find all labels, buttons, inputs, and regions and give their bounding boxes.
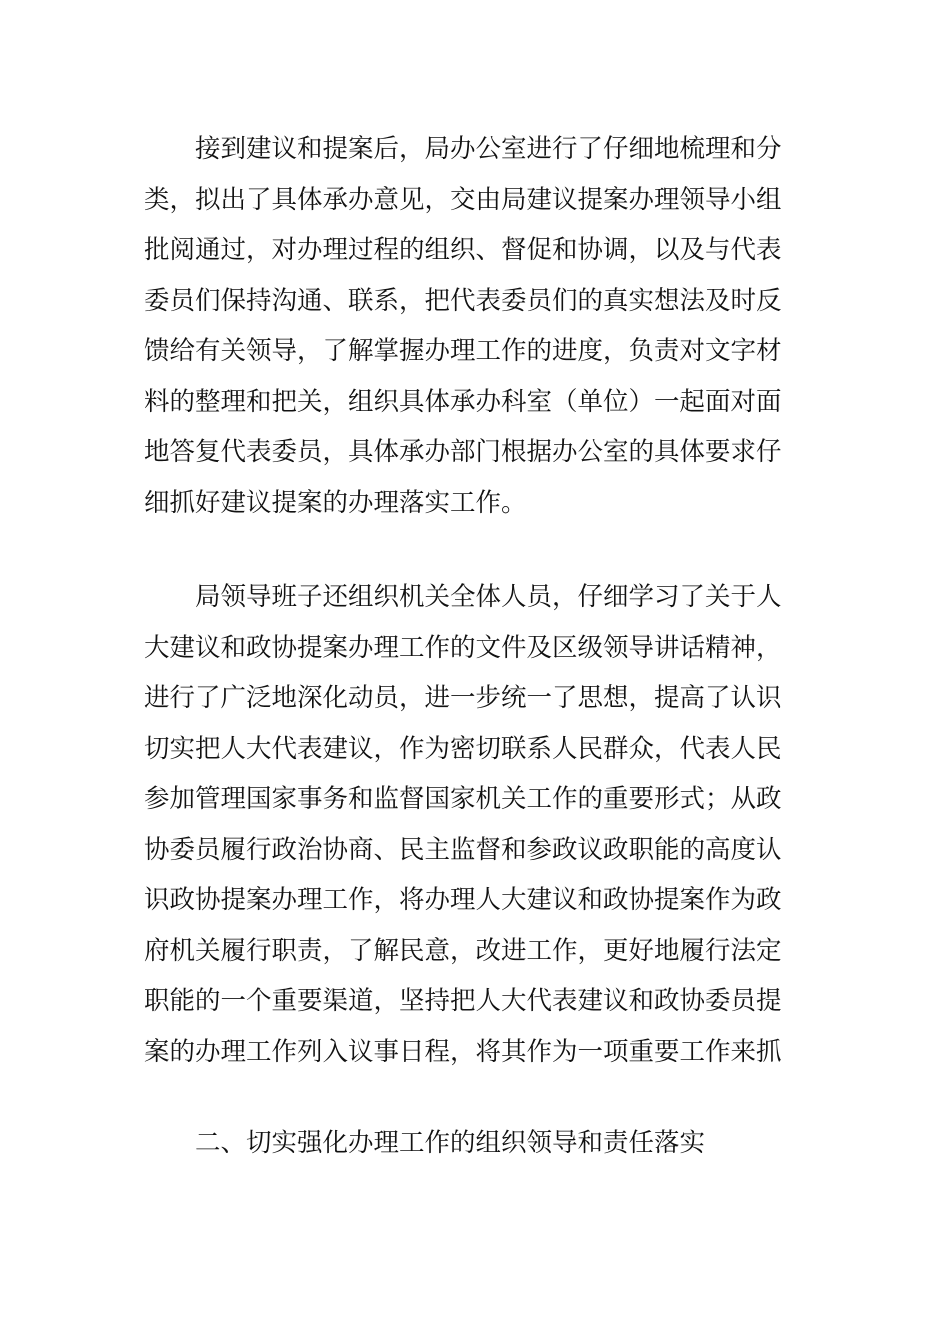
- paragraph-line: 协委员履行政治协商、民主监督和参政议政职能的高度认: [144, 834, 782, 865]
- paragraph-line: 职能的一个重要渠道，坚持把人大代表建议和政协委员提: [144, 986, 782, 1016]
- paragraph-line: 接到建议和提案后，局办公室进行了仔细地梳理和分: [195, 134, 782, 164]
- paragraph-line: 参加管理国家事务和监督国家机关工作的重要形式；从政: [144, 784, 782, 814]
- paragraph-line: 识政协提案办理工作，将办理人大建议和政协提案作为政: [144, 885, 782, 915]
- paragraph-line: 细抓好建议提案的办理落实工作。: [144, 487, 527, 518]
- paragraph-line: 切实把人大代表建议，作为密切联系人民群众，代表人民: [144, 733, 782, 764]
- paragraph-line: 馈给有关领导，了解掌握办理工作的进度，负责对文字材: [144, 336, 782, 366]
- section-heading: [144, 1118, 816, 1169]
- paragraph-line: 局领导班子还组织机关全体人员，仔细学习了关于人: [195, 582, 782, 612]
- paragraph-line: 府机关履行职责，了解民意，改进工作，更好地履行法定: [144, 935, 782, 966]
- paragraph-line: 进行了广泛地深化动员，进一步统一了思想，提高了认识: [144, 683, 782, 713]
- paragraph-2: [144, 572, 816, 1077]
- paragraph-1: [144, 124, 816, 528]
- paragraph-line: 地答复代表委员，具体承办部门根据办公室的具体要求仔: [144, 437, 782, 467]
- paragraph-line: 批阅通过，对办理过程的组织、督促和协调，以及与代表: [144, 235, 782, 265]
- paragraph-line: 料的整理和把关，组织具体承办科室（单位）一起面对面: [144, 386, 782, 417]
- section-heading-text: 二、切实强化办理工作的组织领导和责任落实: [195, 1128, 706, 1158]
- paragraph-line: 案的办理工作列入议事日程，将其作为一项重要工作来抓: [144, 1036, 782, 1067]
- paragraph-line: 大建议和政协提案办理工作的文件及区级领导讲话精神，: [144, 632, 782, 663]
- paragraph-line: 委员们保持沟通、联系，把代表委员们的真实想法及时反: [144, 285, 782, 316]
- paragraph-line: 类，拟出了具体承办意见，交由局建议提案办理领导小组: [144, 184, 782, 215]
